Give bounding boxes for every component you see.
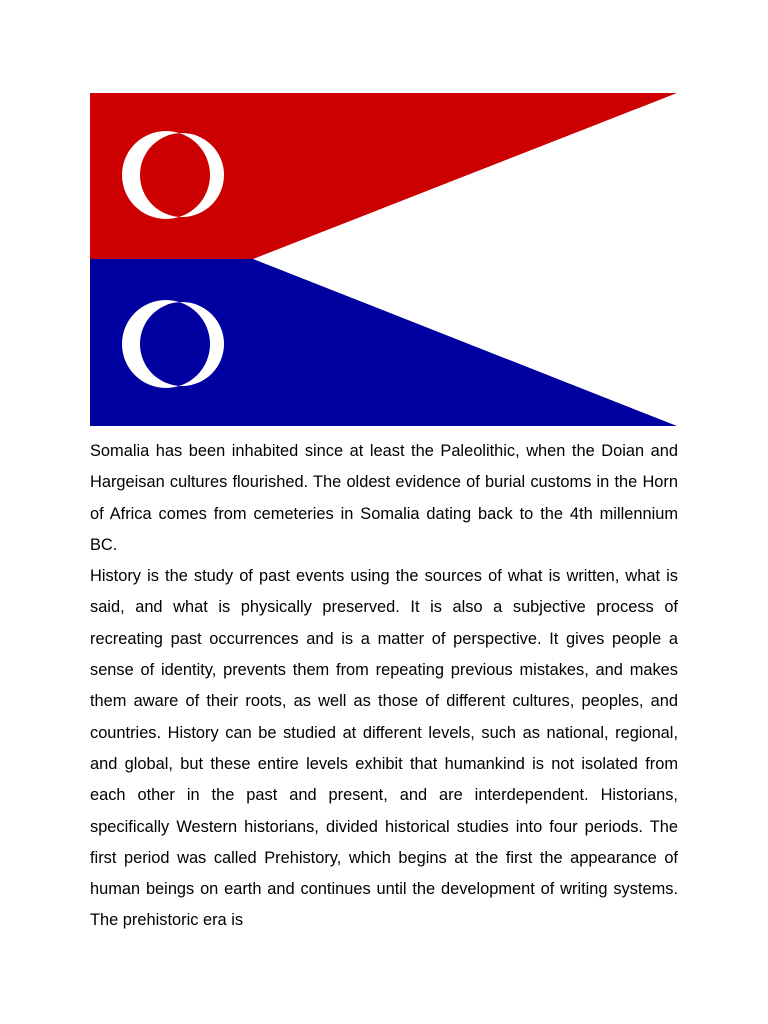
paragraph-somalia-history: Somalia has been inhabited since at least the Paleolithic, when the Doian and Hargeisan cultures flourished. The oldest evidence of burial customs in the Horn of Africa comes from cemeteries in Somalia dating back to the 4th millennium BC. [90, 442, 678, 554]
body-text [90, 436, 678, 937]
flag-image [90, 93, 677, 426]
paragraph-history-definition: History is the study of past events using the sources of what is written, what is said, and what is physically preserved. It is also a subjective process of recreating past occurrences and is a matter of perspective. It gives people a sense of identity, prevents them from repeating previous mistakes, and makes them aware of their roots, as well as those of different cultures, peoples, and countries. History can be studied at different levels, such as national, regional, and global, but these entire levels exhibit that humankind is not isolated from each other in the past and present, and are interdependent. Historians, specifically Western historians, divided historical studies into four periods. The first period was called Prehistory, which begins at the first the appearance of human beings on earth and continues until the development of writing systems. The prehistoric era is [90, 567, 678, 930]
